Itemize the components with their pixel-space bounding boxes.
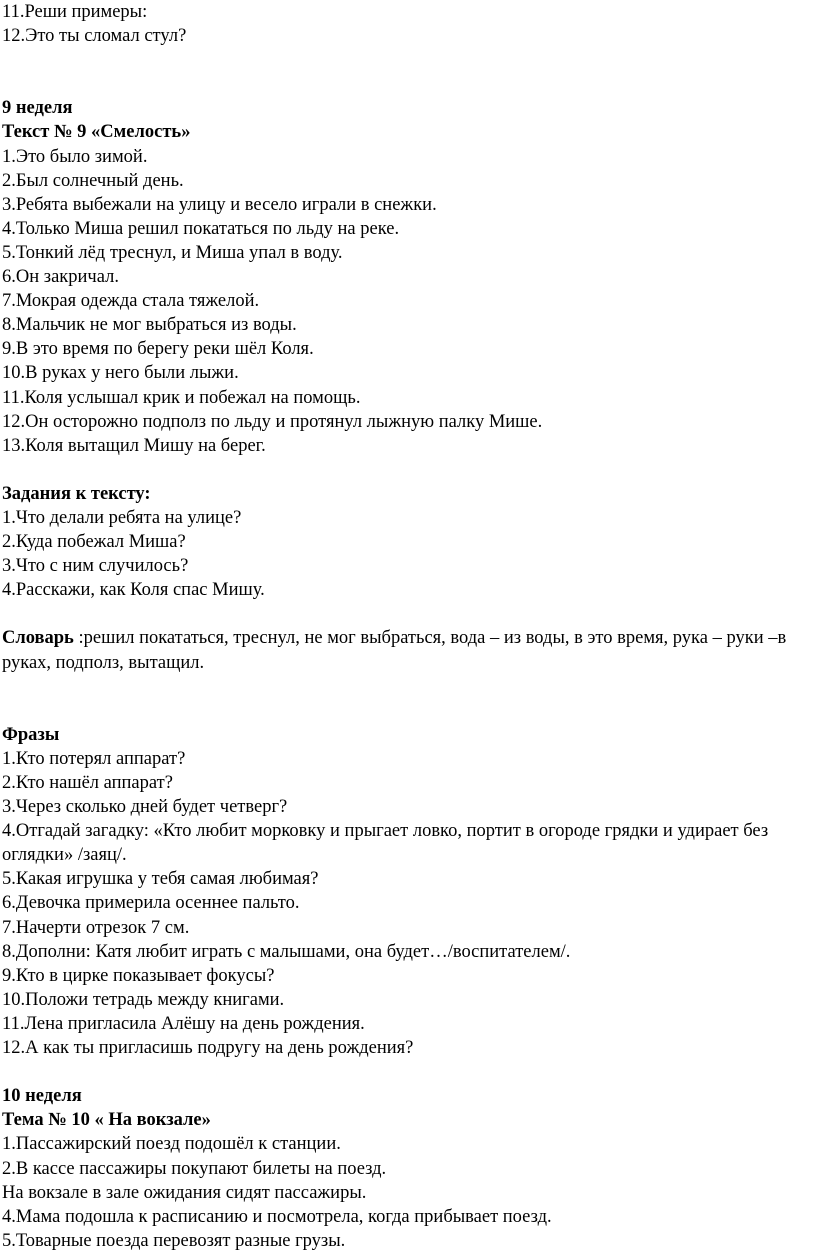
- story-line: 9.В это время по берегу реки шёл Коля.: [2, 339, 314, 360]
- week-heading: 10 неделя: [2, 1086, 82, 1107]
- vocabulary-paragraph: [2, 626, 816, 674]
- story-line: 5.Тонкий лёд треснул, и Миша упал в воду.: [2, 242, 343, 263]
- blank-line: [2, 458, 816, 482]
- story-line: 12.Он осторожно подполз по льду и протянул лыжную палку Мише.: [2, 411, 543, 432]
- tasks-list: [2, 506, 816, 602]
- vocabulary-text: :решил покататься, треснул, не мог выбраться, вода – из воды, в это время, рука – руки –в руках, подполз, вытащил.: [2, 628, 787, 673]
- blank-line: [2, 48, 816, 72]
- phrase-line: 10.Положи тетрадь между книгами.: [2, 989, 285, 1010]
- topic-line: 1.Пассажирский поезд подошёл к станции.: [2, 1134, 341, 1155]
- tasks-title: Задания к тексту:: [2, 483, 151, 504]
- story-line: 8.Мальчик не мог выбраться из воды.: [2, 315, 297, 336]
- phrase-line: 7.Начерти отрезок 7 см.: [2, 917, 190, 938]
- text-line: 12.Это ты сломал стул?: [2, 26, 187, 47]
- blank-line: [2, 1060, 816, 1084]
- story-line: 6.Он закричал.: [2, 267, 119, 288]
- topic-line: 5.Товарные поезда перевозят разные грузы.: [2, 1230, 346, 1251]
- task-line: 3.Что с ним случилось?: [2, 556, 189, 577]
- story-line: 4.Только Миша решил покататься по льду на реке.: [2, 218, 400, 239]
- top-section: [2, 0, 816, 48]
- text-title: Текст № 9 «Смелость»: [2, 122, 191, 143]
- blank-line: [2, 602, 816, 626]
- phrase-line: 6.Девочка примерила осеннее пальто.: [2, 893, 300, 914]
- text-line: 11.Реши примеры:: [2, 2, 148, 22]
- phrase-line: 1.Кто потерял аппарат?: [2, 748, 186, 769]
- topic-line: На вокзале в зале ожидания сидят пассажиры.: [2, 1182, 367, 1203]
- blank-line: [2, 675, 816, 699]
- task-line: 1.Что делали ребята на улице?: [2, 507, 242, 528]
- phrase-line: 9.Кто в цирке показывает фокусы?: [2, 965, 275, 986]
- story-line: 7.Мокрая одежда стала тяжелой.: [2, 291, 260, 312]
- topic-line: 2.В кассе пассажиры покупают билеты на поезд.: [2, 1158, 387, 1179]
- phrase-line: 3.Через сколько дней будет четверг?: [2, 797, 288, 818]
- phrase-line: 12.А как ты пригласишь подругу на день рождения?: [2, 1038, 414, 1059]
- phrase-line: 5.Какая игрушка у тебя самая любимая?: [2, 869, 319, 890]
- story-text: [2, 145, 816, 458]
- phrase-line: 2.Кто нашёл аппарат?: [2, 773, 173, 793]
- phrase-line: 8.Дополни: Катя любит играть с малышами, она будет…/воспитателем/.: [2, 941, 571, 962]
- story-line: 13.Коля вытащил Мишу на берег.: [2, 435, 266, 456]
- week-10-section: [2, 1084, 816, 1253]
- story-line: 10.В руках у него были лыжи.: [2, 363, 239, 384]
- task-line: 4.Расскажи, как Коля спас Мишу.: [2, 580, 265, 601]
- story-line: 1.Это было зимой.: [2, 146, 148, 167]
- story-line: 11.Коля услышал крик и побежал на помощь.: [2, 387, 361, 408]
- phrase-line: 11.Лена пригласила Алёшу на день рождения.: [2, 1013, 365, 1034]
- blank-line: [2, 699, 816, 723]
- story-line: 3.Ребята выбежали на улицу и весело играли в снежки.: [2, 194, 437, 215]
- topic-line: 4.Мама подошла к расписанию и посмотрела, когда прибывает поезд.: [2, 1206, 552, 1227]
- task-line: 2.Куда побежал Миша?: [2, 532, 186, 553]
- phrases-title: Фразы: [2, 724, 60, 745]
- story-line: 2.Был солнечный день.: [2, 170, 184, 191]
- topic-text: [2, 1132, 816, 1252]
- week-heading: 9 неделя: [2, 98, 73, 119]
- phrases-list: [2, 747, 816, 1060]
- vocabulary-label: Словарь: [2, 628, 74, 649]
- phrase-line: 4.Отгадай загадку: «Кто любит морковку и прыгает ловко, портит в огороде грядки и удирает без оглядки» /заяц/.: [2, 821, 769, 866]
- week-9-section: [2, 96, 816, 1060]
- blank-line: [2, 72, 816, 96]
- topic-title: Тема № 10 « На вокзале»: [2, 1110, 211, 1131]
